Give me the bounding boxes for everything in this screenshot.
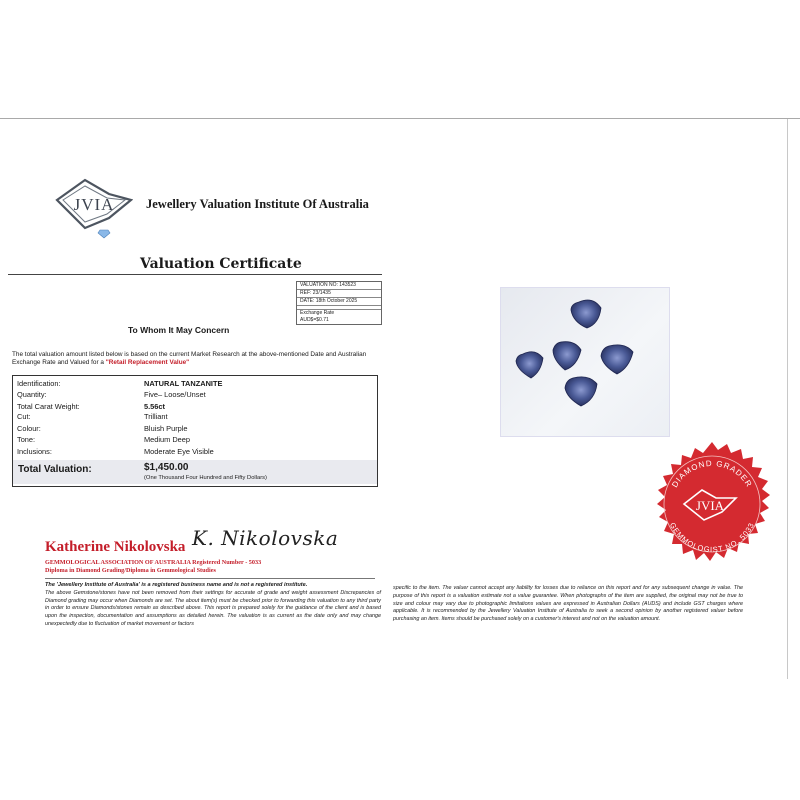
gemstone-5: [565, 377, 597, 406]
signature: K. Nikolovska: [192, 526, 339, 550]
exchange-rate-value: AUD$=$0.71: [300, 317, 329, 323]
detail-label: Tone:: [17, 435, 36, 444]
detail-value: NATURAL TANZANITE: [144, 379, 223, 388]
signatory-name: Katherine Nikolovska: [45, 539, 186, 555]
intro-highlight: "Retail Replacement Value": [105, 359, 190, 366]
institute-name: Jewellery Valuation Institute Of Australia: [146, 197, 369, 211]
exchange-rate-label: Exchange Rate: [300, 310, 335, 316]
reference-number: REF: 23/1435: [297, 290, 381, 298]
detail-value: Bluish Purple: [144, 424, 188, 433]
signatory-credentials: GEMMOLOGICAL ASSOCIATION OF AUSTRALIA Registered Number - 5033: [45, 559, 262, 566]
intro-text: The total valuation amount listed below is based on the current Market Research at the above-mentioned Date and Australian Exchange Rate and Valued for a: [12, 351, 367, 366]
reference-box: [296, 281, 382, 325]
valuation-date: DATE: 18th October 2025: [297, 298, 381, 306]
detail-value: 5.56ct: [144, 402, 165, 411]
total-valuation-row: [13, 460, 377, 484]
total-valuation-amount: $1,450.00: [144, 462, 189, 473]
detail-label: Quantity:: [17, 390, 47, 399]
page-top-edge: [0, 118, 800, 119]
detail-label: Total Carat Weight:: [17, 402, 80, 411]
seal-top-text: DIAMOND GRADER: [670, 458, 754, 490]
detail-label: Colour:: [17, 424, 41, 433]
greeting: To Whom It May Concern: [128, 325, 230, 335]
gemstone-2: [553, 342, 581, 370]
intro-paragraph: [12, 351, 372, 367]
disclaimer-lead: The 'Jewellery Institute of Australia' is a registered business name and is not a registered institute.: [45, 582, 308, 588]
gemstone-4: [601, 345, 633, 374]
detail-label: Identification:: [17, 379, 61, 388]
seal-logo-text: JVIA: [695, 498, 725, 513]
total-valuation-words: (One Thousand Four Hundred and Fifty Dollars): [144, 475, 267, 481]
jvia-logo: [55, 178, 133, 240]
gemstone-1: [571, 300, 601, 328]
signatory-diplomas: Diploma in Diamond Grading/Diploma in Gemmological Studies: [45, 567, 216, 574]
title-divider: [8, 274, 382, 275]
details-table: [12, 375, 378, 487]
logo-text: JVIA: [73, 195, 115, 214]
page-right-edge: [787, 119, 788, 679]
disclaimer-right: specific to the item. The valuer cannot accept any liability for losses due to reliance on this report and for any subsequent change in value. The purpose of this report is a valuation estimate not a value guarantee. When photographs of the item are supplied, the original may not be true to size and colour may vary due to photographic limitations values are expressed in Australian Dollars (AUDS) and include GST charges where applicable. It is recommended by the Jewellery Valuation Institute of Australia to seek a second opinion by another registered valuer before purchasing an item. Items should be purchased solely on a customer's interest and not on the valuation amount.: [393, 585, 743, 623]
detail-value: Five– Loose/Unset: [144, 390, 206, 399]
detail-label: Inclusions:: [17, 447, 52, 456]
certificate-title: Valuation Certificate: [140, 256, 302, 272]
disclaimer-left: [45, 582, 381, 629]
detail-value: Moderate Eye Visible: [144, 447, 214, 456]
gemstone-3: [516, 352, 543, 378]
detail-value: Medium Deep: [144, 435, 191, 444]
valuation-number: VALUATION NO: 143523: [297, 282, 381, 290]
gemstone-photo: [500, 287, 670, 437]
total-valuation-label: Total Valuation:: [18, 464, 92, 475]
gemmologist-seal: [648, 440, 776, 568]
detail-label: Cut:: [17, 412, 31, 421]
signature-divider: [45, 578, 375, 579]
detail-value: Trilliant: [144, 412, 168, 421]
seal-bottom-text: GEMMOLOGIST NO. 5033: [667, 521, 757, 555]
disclaimer-left-body: The above Gemstone/stones have not been removed from their settings for accurate of grade and weight assessment Discrepancies of Diamond grading may occur when Diamonds are set. The about item(s) must be checked prior to forwarding this valuation to any third party in order to ensure Diamonds/stones remain as described above. This report is prepared solely for the guidance of the client and is based upon the inspection, documentation and assumptions as detailed herein. The valuation is as current as the date only and may change unexpectedly due to fluctuation of market movement or factors: [45, 589, 381, 627]
